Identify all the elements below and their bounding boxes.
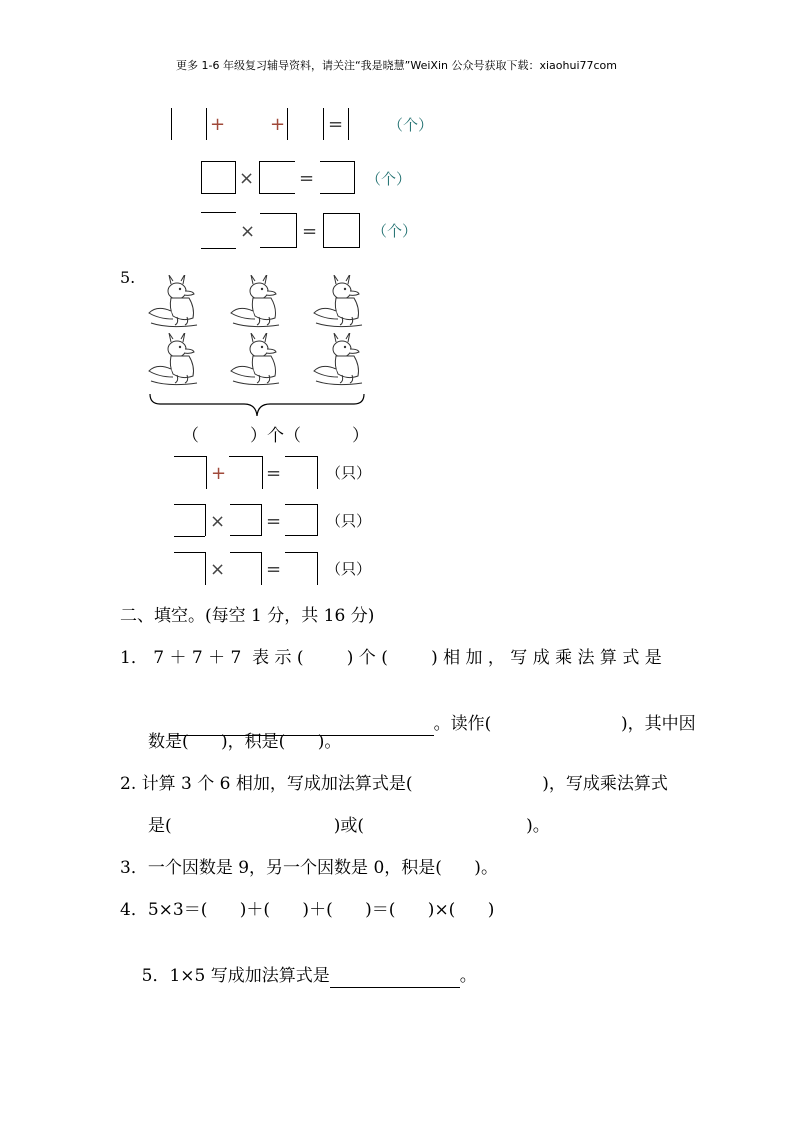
equals-sign: = xyxy=(266,511,282,532)
multiply-sign: × xyxy=(210,559,226,580)
fill-q2-line2: 是( )或( )。 xyxy=(148,816,550,836)
blank-right-edge xyxy=(206,108,207,140)
blank-top xyxy=(174,504,205,505)
unit-label: （个） xyxy=(388,116,434,134)
blank-top xyxy=(201,212,236,213)
blank-right-edge xyxy=(348,108,349,140)
fox-icon xyxy=(229,275,285,333)
fill-q1-line1: 1． 7 ＋ 7 ＋ 7 表 示 ( ) 个 ( ) 相 加 ， 写 成 乘 法 算 式 是 xyxy=(120,648,662,668)
unit-label: （只） xyxy=(326,560,372,578)
answer-box[interactable] xyxy=(230,504,262,536)
curly-brace xyxy=(148,392,366,418)
section-title: 二、填空。(每空 1 分，共 16 分) xyxy=(120,606,375,626)
multiply-sign: × xyxy=(240,221,256,242)
page-header: 更多 1-6 年级复习辅导资料，请关注“我是晓慧”WeiXin 公众号获取下载：xiaohui77com xyxy=(176,59,617,72)
unit-label: （个） xyxy=(372,222,418,240)
answer-box[interactable] xyxy=(201,161,236,194)
blank-bottom xyxy=(201,248,236,249)
blank-left-edge xyxy=(323,108,324,140)
fill-q2-line1: 2. 计算 3 个 6 相加，写成加法算式是( )，写成乘法算式 xyxy=(120,774,668,794)
blank-bottom xyxy=(174,536,205,537)
fox-icon xyxy=(229,333,285,391)
equals-sign: = xyxy=(266,463,282,484)
answer-box[interactable] xyxy=(174,456,207,489)
answer-box[interactable] xyxy=(285,456,318,489)
fill-q4: 4．5×3＝( )＋( )＋( )＝( )×( ) xyxy=(120,900,495,920)
answer-box[interactable] xyxy=(260,213,297,248)
equals-sign: = xyxy=(266,559,282,580)
equals-sign: = xyxy=(328,114,344,135)
unit-label: （只） xyxy=(326,512,372,530)
fox-icon xyxy=(147,275,203,333)
blank-right-edge xyxy=(205,504,206,536)
fox-icon xyxy=(312,333,368,391)
answer-box[interactable] xyxy=(285,504,318,536)
plus-sign: + xyxy=(211,463,227,484)
blank-left-edge xyxy=(171,108,172,140)
answer-box[interactable] xyxy=(285,552,318,585)
answer-box[interactable] xyxy=(259,161,295,194)
fill-q5: 5．1×5 写成加法算式是 。 xyxy=(141,966,477,986)
brace-caption: （ ）个（ ） xyxy=(182,426,369,446)
equals-sign: = xyxy=(302,221,318,242)
multiply-sign: × xyxy=(239,168,255,189)
answer-box[interactable] xyxy=(174,552,206,585)
answer-box[interactable] xyxy=(320,161,355,194)
unit-label: （个） xyxy=(366,170,412,188)
equals-sign: = xyxy=(299,168,315,189)
fill-q1-line2: 。读作( )，其中因 xyxy=(148,688,696,760)
plus-sign: + xyxy=(210,114,226,135)
unit-label: （只） xyxy=(326,464,372,482)
plus-sign: + xyxy=(270,114,286,135)
fox-icon xyxy=(312,275,368,333)
fill-q3: 3．一个因数是 9，另一个因数是 0，积是( )。 xyxy=(120,858,498,878)
blank-right-edge xyxy=(287,108,288,140)
fox-icon xyxy=(147,333,203,391)
question-number: 5. xyxy=(120,268,136,287)
multiply-sign: × xyxy=(210,511,226,532)
answer-box[interactable] xyxy=(230,552,262,585)
answer-blank[interactable] xyxy=(330,969,460,988)
fill-q1-line3: 数是( )，积是( )。 xyxy=(148,732,342,752)
answer-box[interactable] xyxy=(323,213,360,248)
answer-box[interactable] xyxy=(229,456,263,489)
